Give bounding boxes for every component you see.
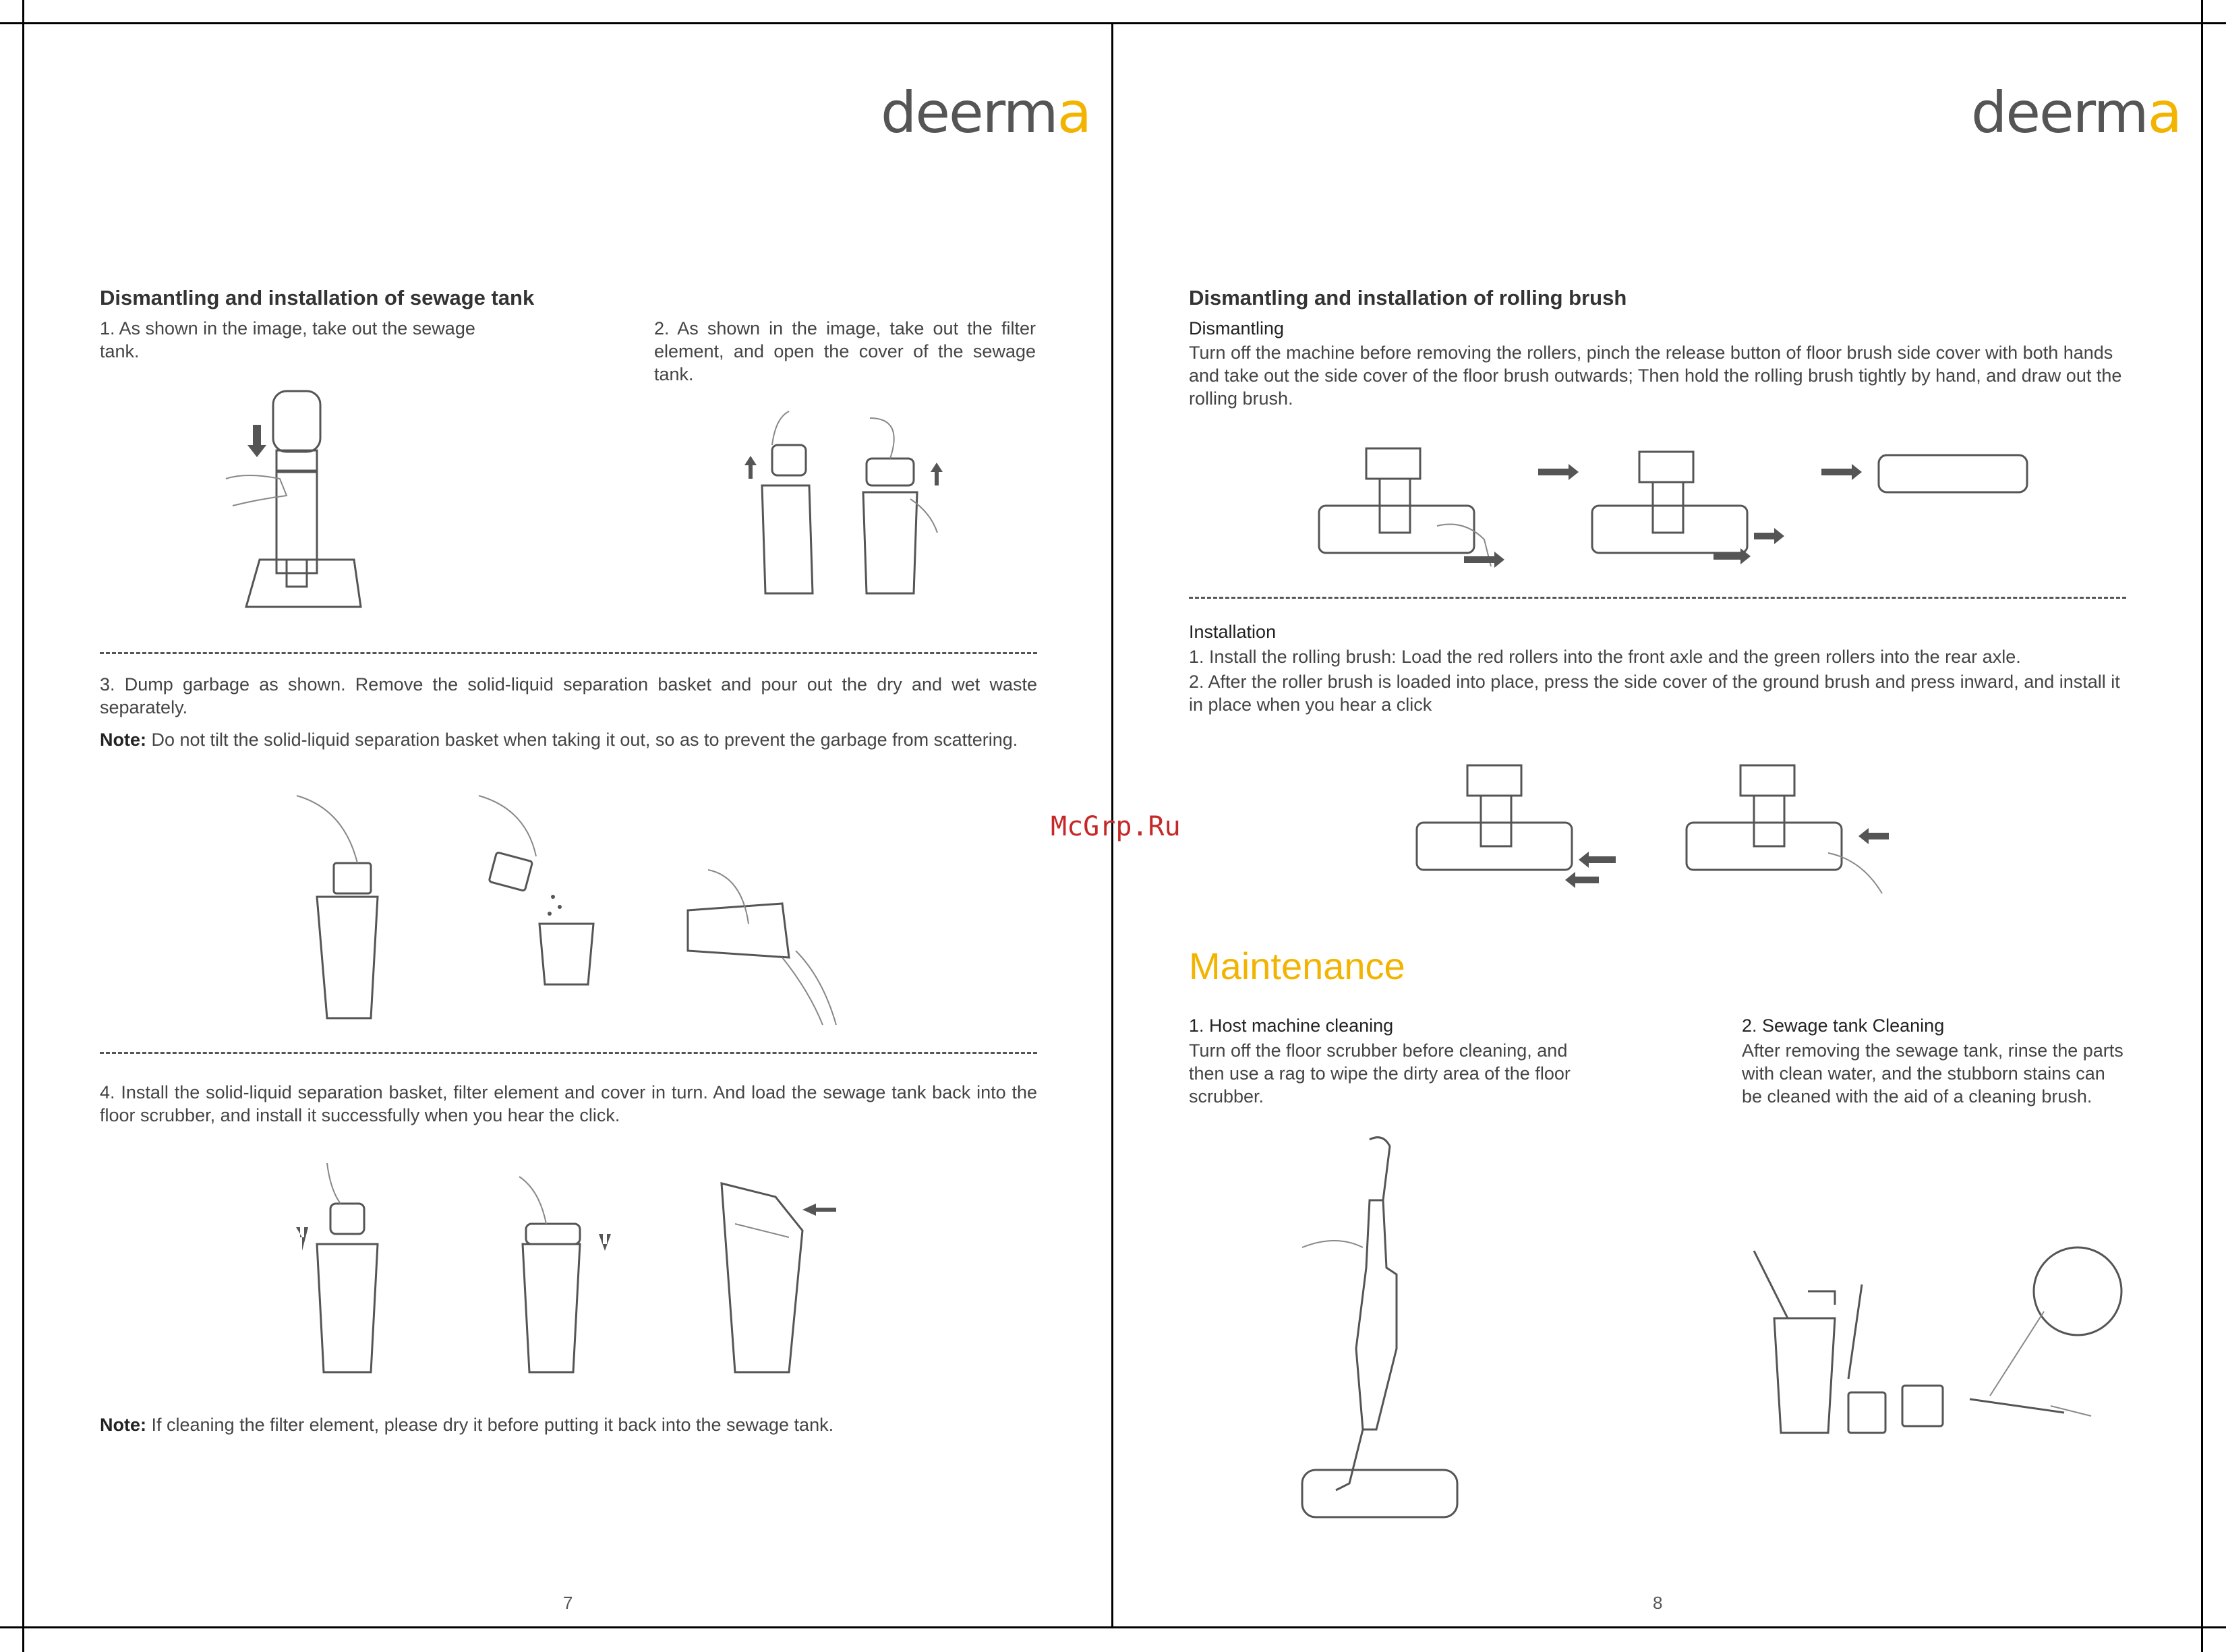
installation-step-1: 1. Install the rolling brush: Load the red rollers into the front axle and the green rollers into the rear axle. [1189,647,2021,667]
divider-1 [100,652,1037,654]
note-2-text: If cleaning the filter element, please dry it before putting it back into the sewage tank. [146,1415,834,1435]
sewage-cleaning-heading: 2. Sewage tank Cleaning [1742,1015,1945,1036]
watermark: McGrp.Ru [1051,811,1181,842]
note-1-label: Note: [100,730,146,750]
step-3-illustration [283,789,863,1032]
step-2-illustration [735,405,958,607]
dismantling-heading: Dismantling [1189,318,1285,338]
installation-illustration [1410,759,1909,900]
left-page [0,0,1111,1652]
divider-3 [1189,597,2126,599]
note-2 [100,1413,1037,1436]
dismantling-illustration [1309,438,2051,580]
step-1-illustration [219,378,408,627]
page-number: 8 [1653,1593,1663,1613]
step-2-text: 2. As shown in the image, take out the filter element, and open the cover of the sewage tank. [654,318,1036,384]
host-cleaning-illustration [1295,1133,1464,1537]
maintenance-title: Maintenance [1189,945,1405,987]
step-4-text: 4. Install the solid-liquid separation basket, filter element and cover in turn. And load the sewage tank back into the floor scrubber, and install it successfully when you hear the click. [100,1082,1037,1125]
sewage-cleaning-illustration [1714,1244,2118,1440]
section-title: Dismantling and installation of rolling brush [1189,286,1627,309]
divider-2 [100,1052,1037,1054]
brand-logo: deerma [1971,80,2181,146]
step-3-text: 3. Dump garbage as shown. Remove the solid-liquid separation basket and pour out the dry and wet waste separately. [100,674,1037,717]
right-page [1113,0,2201,1652]
host-cleaning-heading: 1. Host machine cleaning [1189,1015,1394,1036]
installation-step-2: 2. After the roller brush is loaded into place, press the side cover of the ground brush and press inward, and install it in place when you hear a click [1189,672,2120,715]
brand-logo: deerma [881,80,1091,146]
page-number: 7 [563,1593,573,1613]
step-4-illustration [290,1156,850,1386]
note-1 [100,728,1037,751]
host-cleaning-text: Turn off the floor scrubber before cleaning, and then use a rag to wipe the dirty area of the floor scrubber. [1189,1040,1571,1107]
section-title: Dismantling and installation of sewage tank [100,286,535,309]
note-2-label: Note: [100,1415,146,1435]
note-1-text: Do not tilt the solid-liquid separation basket when taking it out, so as to prevent the garbage from scattering. [146,730,1018,750]
dismantling-text: Turn off the machine before removing the rollers, pinch the release button of floor brush side cover with both hands and take out the side cover of the floor brush outwards; Then hold the rolling brush tightly by hand, and draw out the rolling brush. [1189,343,2122,409]
sewage-cleaning-text: After removing the sewage tank, rinse the parts with clean water, and the stubborn stains can be cleaned with the aid of a cleaning brush. [1742,1040,2124,1107]
frame-right [2201,0,2203,1652]
step-1-text: 1. As shown in the image, take out the sewage tank. [100,318,475,361]
installation-heading: Installation [1189,622,1277,642]
